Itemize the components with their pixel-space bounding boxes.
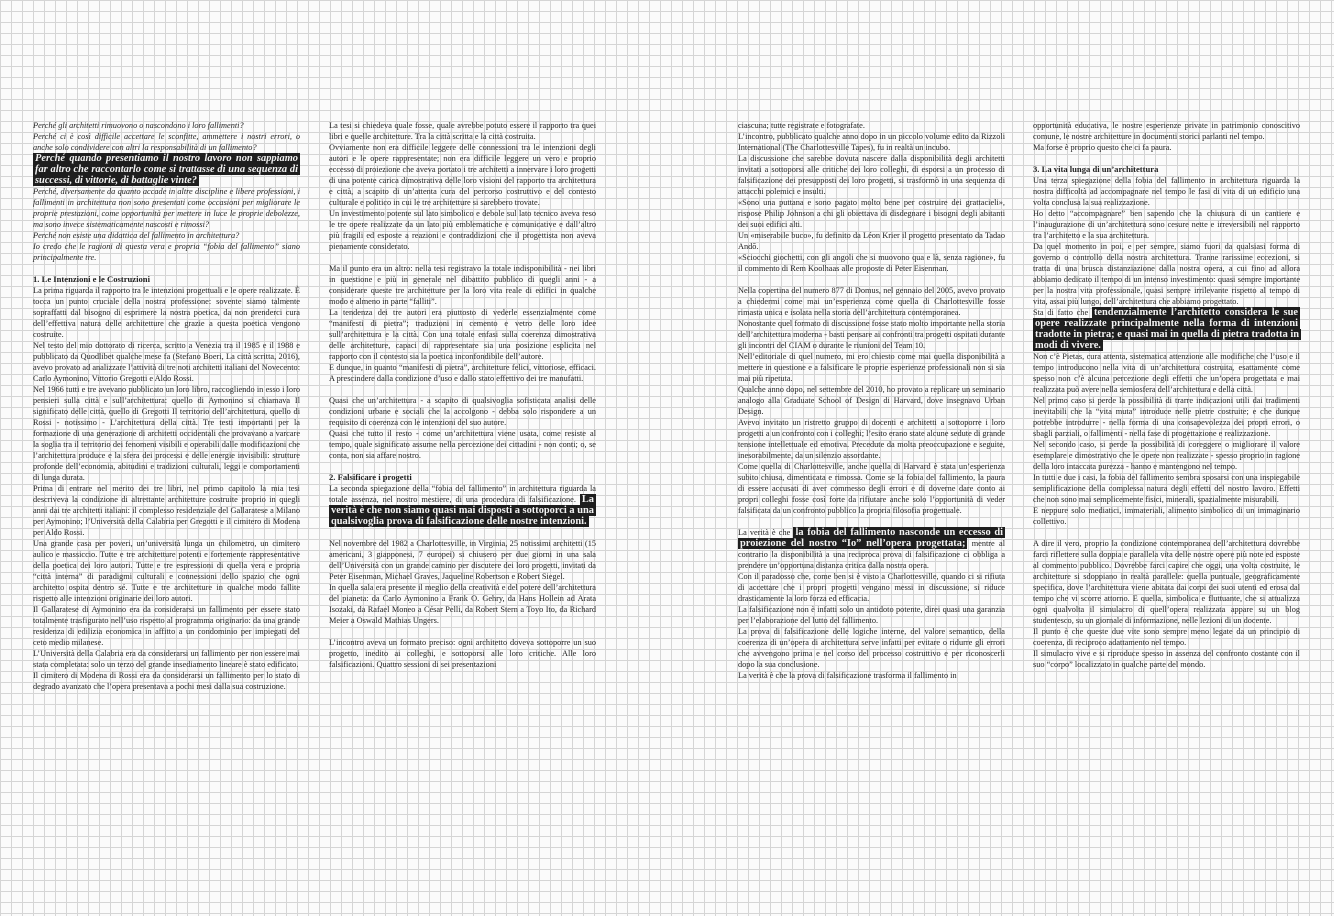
body-paragraph: Avevo invitato un ristretto gruppo di docenti e architetti a sottoporre i loro progetti a un confronto con i colleghi; l’esito erano state alcune sedute di grande tensione intellettuale ed emotiva. Precedute da molta preoccupazione e seguite, inesorabilmente, da un silenzio assordante. xyxy=(738,418,1005,460)
body-paragraph: La discussione che sarebbe dovuta nascere dalla disponibilità degli architetti invitati a sottoporsi alle critiche dei loro colleghi, di esporsi a un processo di falsificazione dei presupposti dei loro progetti, si trasformò in una sequenza di attacchi polemici e insulti. xyxy=(738,154,1005,196)
body-paragraph: E dunque, in quanto “manifesti di pietra”, architetture felici, vittoriose, efficaci. A prescindere dalla condizione d’uso e dallo stato effettivo dei tre manufatti. xyxy=(329,363,596,383)
intro-question: Perché ci è così difficile accettare le sconfitte, ammettere i nostri errori, o anche solo condividere con altri la responsabilità di un fallimento? xyxy=(33,132,300,152)
body-paragraph: Da quel momento in poi, e per sempre, siamo fuori da qualsiasi forma di governo o controllo della nostra architettura. Tranne rarissime eccezioni, si tratta di una brusca distanziazione dalla nostra opera, a cui fino ad allora abbiamo dedicato il tempo di un intenso investimento: quasi sempre importante per la nostra vita professionale, quasi sempre irrilevante rispetto al tempo di vita, assai più lungo, dell’architettura che abbiamo progettato. xyxy=(1033,242,1300,306)
body-paragraph: Il cimitero di Modena di Rossi era da considerarsi un fallimento per lo stato di degrado avanzato che l’opera presentava a pochi mesi dalla sua costruzione. xyxy=(33,671,300,691)
body-paragraph: Ma il punto era un altro: nella tesi registravo la totale indisponibilità - nei libri in questione e più in generale nel dibattito pubblico di quegli anni - a considerare queste tre architetture per la loro vita reale di edifici in qualche modo e almeno in parte “falliti”. xyxy=(329,264,596,306)
body-paragraph: Ma forse è proprio questo che ci fa paura. xyxy=(1033,143,1172,152)
body-paragraph: Ho detto “accompagnare” ben sapendo che la chiusura di un cantiere e l’inaugurazione di un’architettura sono cesure nette e irreversibili nel rapporto tra l’architetto e la sua architettura. xyxy=(1033,209,1300,240)
body-paragraph: In quella sala era presente il meglio della creatività e del potere dell’architettura del pianeta: da Carlo Aymonino a Frank O. Gehry, da Hans Hollein ad Arata Isozaki, da Rafael Moneo a César Pelli, da Robert Stern a Toyo Ito, da Richard Meier a Oswald Mathias Ungers. xyxy=(329,583,596,625)
body-paragraph: Nella copertina del numero 877 di Domus, nel gennaio del 2005, avevo provato a chiedermi come mai un’esperienza come quella di Charlottesville fosse rimasta unica e isolata nella storia dell’architettura contemporanea. xyxy=(738,286,1005,317)
body-paragraph: Come quella di Charlottesville, anche quella di Harvard è stata un’esperienza subito chiusa, dimenticata e rimossa. Come se la fobia del fallimento, la paura di essere accusati di aver commesso degli errori e di doverne dare conto ai propri colleghi fosse così forte da rifiutare anche solo l’opportunità di veder falsificata da un confronto pubblico la propria filosofia progettuale. xyxy=(738,462,1005,515)
body-paragraph: A dire il vero, proprio la condizione contemporanea dell’architettura dovrebbe farci riflettere sulla doppia e parallela vita delle nostre opere più note ed esposte al commento pubblico. Dovrebbe farci capire che oggi, una volta costruite, le architetture si sdoppiano in realtà parallele: quella puntuale, geograficamente specifica, dove l’architettura viene abitata dai corpi dei suoi utenti ed erosa dal tempo che vi scorre attorno. E quella, simbolica e fluttuante, che si attualizza ogni qualvolta il simulacro di quell’opera realizzata appare su un blog studentesco, su un giornale di informazione, nelle lezioni di un docente. xyxy=(1033,539,1300,625)
body-paragraph: Ovviamente non era difficile leggere delle connessioni tra le intenzioni degli autori e le opere rappresentate; non era difficile leggere un vero e proprio eccesso di proiezione che aveva portato i tre architetti a innervare i loro progetti di una potente carica dimostrativa delle loro visioni del rapporto tra architettura e città, a scapito di un’attenta cura del percorso costruttivo e del contesto culturale e politico in cui le tre architetture si sarebbero trovate. xyxy=(329,143,596,207)
body-paragraph: L’Università della Calabria era da considerarsi un fallimento per non essere mai stata completata: solo un terzo del grande insediamento lineare è stato edificato. xyxy=(33,649,300,669)
page-right-column-1 xyxy=(738,120,1005,681)
body-paragraph: Il simulacro vive e si riproduce spesso in assenza del confronto costante con il suo “corpo” localizzato in qualche parte del mondo. xyxy=(1033,649,1300,669)
paragraph-text: La verità è che xyxy=(738,528,791,537)
highlighted-quote: tendenzialmente l’architetto considera le sue opere realizzate principalmente nella forma di intenzioni tradotte in pietra; e quasi mai in quella di pietra tradotta in modi di vivere. xyxy=(1035,307,1300,351)
body-paragraph: La tesi si chiedeva quale fosse, quale avrebbe potuto essere il rapporto tra quei libri e quelle architetture. Tra la città scritta e la città costruita. xyxy=(329,121,596,141)
body-paragraph: opportunità educativa, le nostre esperienze private in patrimonio conoscitivo comune, le nostre architetture in documenti storici parlanti nel tempo. xyxy=(1033,121,1300,141)
body-paragraph: In tutti e due i casi, la fobia del fallimento sembra sposarsi con una inspiegabile semplificazione della complessa natura degli effetti del nostro lavoro. Effetti che non sono mai semplicemente fisici, minerali, spazialmente misurabili. xyxy=(1033,473,1300,504)
body-paragraph: Quasi che tutto il resto - come un’architettura viene usata, come resiste al tempo, quale significato assume nella percezione dei cittadini - non conti; o, se conta, non sia affare nostro. xyxy=(329,429,596,460)
body-paragraph: Nel secondo caso, si perde la possibilità di coreggere o migliorare il valore esemplare e dimostrativo che le opere non realizzate - spesso proprio in ragione della loro intaccata purezza - hanno e mantengono nel tempo. xyxy=(1033,440,1300,471)
section-heading: 2. Falsificare i progetti xyxy=(329,472,412,482)
body-paragraph: Nonostante quel formato di discussione fosse stato molto importante nella storia dell’architettura moderna - basti pensare ai confronti tra progetti ospitati durante gli incontri del CIAM o durante le riunioni del Team 10. xyxy=(738,319,1005,350)
body-paragraph: E neppure solo mediatici, immateriali, alimento simbolico di un immaginario collettivo. xyxy=(1033,506,1300,526)
body-paragraph: «Sciocchi giochetti, con gli angoli che si muovono qua e là, senza ragione», fu il commento di Rem Koolhaas alle proposte di Peter Eisenman. xyxy=(738,253,1005,273)
section-heading: 1. Le Intenzioni e le Costruzioni xyxy=(33,274,150,284)
body-paragraph: La tendenza dei tre autori era piuttosto di vederle essenzialmente come “manifesti di pietra”; traduzioni in cemento e vetro delle loro idee sull’architettura e la città. Con una totale enfasi sulla coerenza dimostrativa delle architetture, capaci di rappresentare sia una posizione esplicita nel rapporto con il contesto sia la poetica inconfondibile dell’autore. xyxy=(329,308,596,361)
body-paragraph: Non c’è Pietas, cura attenta, sistematica attenzione alle modifiche che l’uso e il tempo introducono nella vita di un’architettura costruita, esattamente come spesso non c’è alcuna percezione degli effetti che un’opera progettata e mai realizzata può avere nella semiosfera dell’architettura e della città. xyxy=(1033,352,1300,394)
section-heading: 3. La vita lunga di un’architettura xyxy=(1033,164,1159,174)
body-paragraph: Nel testo del mio dottorato di ricerca, scritto a Venezia tra il 1985 e il 1988 e pubblicato da Quodlibet qualche mese fa (Stefano Boeri, La città scritta, 2016), avevo provato ad analizzare l’attività di tre noti architetti italiani del Novecento: Carlo Aymonino, Vittorio Gregotti e Aldo Rossi. xyxy=(33,341,300,383)
body-paragraph: Quasi che un’architettura - a scapito di qualsivoglia sofisticata analisi delle condizioni urbane e sociali che la accolgono - debba solo rispondere a un requisito di coerenza con le intenzioni del suo autore. xyxy=(329,396,596,427)
body-paragraph: Nel primo caso si perde la possibilità di trarre indicazioni utili dai tradimenti inevitabili che la “vita muta” introduce nelle pietre costruite; e che dunque potrebbe introdurre - nella forma di una consapevolezza dei propri errori, o sbagli parziali, o fallimenti - nella fase di progettazione e realizzazione. xyxy=(1033,396,1300,438)
intro-question: Perché gli architetti rimuovono o nascondono i loro fallimenti? xyxy=(33,121,244,130)
body-paragraph: Una grande casa per poveri, un’università lunga un chilometro, un cimitero aulico e massiccio. Tutte e tre architetture potenti e fortemente rappresentative della poetica dei loro autori. Tutte e tre espressioni di quella vera e propria “città interna” di paradigmi culturali e connessioni dello spazio che ogni architetto ospita dentro sé. Tutte e tre architetture in qualche modo fallite rispetto alle intenzioni originarie dei loro autori. xyxy=(33,539,300,603)
body-paragraph: Un investimento potente sul lato simbolico e debole sul lato tecnico aveva reso le tre opere realizzate da un lato più emblematiche e comunicative e dall’altro più fragili ed esposte a reazioni e contraddizioni che il progettista non aveva pienamente considerato. xyxy=(329,209,596,251)
body-paragraph: La falsificazione non è infatti solo un antidoto potente, direi quasi una garanzia per l’elaborazione del lutto del fallimento. xyxy=(738,605,1005,625)
highlighted-quote: La verità è che non siamo quasi mai disposti a sottoporci a una qualsivoglia prova di falsificazione delle nostre intenzioni. xyxy=(331,494,594,527)
intro-question: Io credo che le ragioni di questa vera e propria “fobia del fallimento” siano principalmente tre. xyxy=(33,242,300,262)
body-paragraph: Con il paradosso che, come ben si è visto a Charlottesville, quando ci si rifiuta di accettare che i propri progetti vengano messi in discussione, si riduce drasticamente la loro forza ed efficacia. xyxy=(738,572,1005,603)
body-paragraph: «Sono una puttana e sono pagato molto bene per costruire dei grattacieli», rispose Philip Johnson a chi gli obiettava di disdegnare i bisogni degli abitanti dei suoi edifici alti. xyxy=(738,198,1005,229)
intro-question: Perché non esiste una didattica del fallimento in architettura? xyxy=(33,231,240,240)
body-paragraph: Nel 1966 tutti e tre avevano pubblicato un loro libro, raccogliendo in esso i loro pensieri sulla città e sull’architettura: quello di Aymonino si chiamava Il significato delle città, quello di Gregotti Il territorio dell’architettura, quello di Rossi - notissimo - L’architettura della città. Tre testi importanti per la formazione di una generazione di architetti occidentali che provavano a varcare la soglia tra il territorio dei fenomeni visibili e operabili dalle modificazioni che l’architettura produce e la sfera dei processi e delle energie invisibili: strutture profonde dell’economia, abitudini e tradizioni culturali, leggi e comportamenti di lunga durata. xyxy=(33,385,300,482)
intro-question: Perché, diversamente da quanto accade in altre discipline e libere professioni, i fallimenti in architettura non sono presentati come occasioni per migliorare le proprie prestazioni, come opportunità per mettere in luce le proprie debolezze, ma sono invece sistematicamente nascosti e rimossi? xyxy=(33,187,300,229)
body-paragraph: Il punto è che queste due vite sono sempre meno legate da un principio di coerenza, di reciproco adattamento nel tempo. xyxy=(1033,627,1300,647)
body-paragraph: ciascuna; tutte registrate e fotografate. xyxy=(738,121,865,130)
paragraph-text: mentre al contrario la disponibilità a una reciproca prova di falsificazione ci obbliga a prendere un’opportuna distanza critica dalla nostra opera. xyxy=(738,539,1005,570)
body-paragraph: La prima riguarda il rapporto tra le intenzioni progettuali e le opere realizzate. È tocca un punto cruciale della nostra professione: sovente siamo talmente sopraffatti dal bisogno di esprimere la nostra poetica, da non prenderci cura dell’effettiva natura delle architetture che grazie a questa poetica vengono costruite. xyxy=(33,286,300,339)
body-paragraph-with-highlight xyxy=(1033,307,1300,351)
body-paragraph: Un «miserabile buco», fu definito da Léon Krier il progetto presentato da Tadao Andō. xyxy=(738,231,1005,251)
body-paragraph-with-highlight xyxy=(329,483,596,527)
body-paragraph: Nel novembre del 1982 a Charlottesville, in Virginia, 25 notissimi architetti (15 americani, 3 giapponesi, 7 europei) si chiusero per due giorni in una sala dell’Università con un grande camino per discutere dei loro progetti, invitati da Peter Eisenman, Michael Graves, Jaqueline Robertson e Robert Siegel. xyxy=(329,539,596,581)
paragraph-text: Sta di fatto che xyxy=(1033,308,1089,317)
paragraph-text: La seconda spiegazione della “fobia del fallimento” in architettura riguarda la totale assenza, nel nostro mestiere, di una procedura di falsificazione. xyxy=(329,484,596,504)
body-paragraph: Una terza spiegazione della fobia del fallimento in architettura riguarda la nostra difficoltà ad accompagnare nel tempo le fasi di vita di un edificio una volta conclusa la sua realizzazione. xyxy=(1033,176,1300,207)
body-paragraph: La prova di falsificazione delle logiche interne, del valore semantico, della coerenza di un’opera di architettura serve infatti per evitare o ridurre gli errori che avvengono prima e nel corso del processo costruttivo e per riconoscerli dopo la sua conclusione. xyxy=(738,627,1005,669)
body-paragraph: La verità è che la prova di falsificazione trasforma il fallimento in xyxy=(738,671,957,680)
page-right-column-2 xyxy=(1033,120,1300,670)
body-paragraph: Prima di entrare nel merito dei tre libri, nel primo capitolo la mia tesi descriveva la condizione di altrettante architetture costruite proprio in quegli anni dai tre architetti italiani: il complesso residenziale del Gallaratese a Milano per Aymonino; l’Università della Calabria per Gregotti e il cimitero di Modena per Aldo Rossi. xyxy=(33,484,300,537)
body-paragraph: Nell’editoriale di quel numero, mi ero chiesto come mai quella disponibilità a mettere in questione e a falsificare le proprie esperienze professionali non si sia mai più ripetuta. xyxy=(738,352,1005,383)
body-paragraph-with-highlight xyxy=(738,527,1005,571)
page-left-column-2 xyxy=(329,120,596,670)
highlighted-quote: la fobia del fallimento nasconde un eccesso di proiezione del nostro “Io” nell’opera progettata; xyxy=(740,527,1004,549)
page-left-column-1 xyxy=(33,120,300,692)
highlight-paragraph xyxy=(33,153,300,186)
body-paragraph: Il Gallaratese di Aymonino era da considerarsi un fallimento per essere stato totalmente trasfigurato nell’uso rispetto al programma originario: da una grande residenza di edilizia economica in affitto a un condominio per impiegati del ceto medio milanese. xyxy=(33,605,300,647)
highlighted-quote: Perché quando presentiamo il nostro lavoro non sappiamo far altro che raccontarlo come si trattasse di una sequenza di successi, di vittorie, di battaglie vinte? xyxy=(35,153,298,186)
body-paragraph: Qualche anno dopo, nel settembre del 2010, ho provato a replicare un seminario analogo alla Graduate School of Design di Harvard, dove insegnavo Urban Design. xyxy=(738,385,1005,416)
body-paragraph: L’incontro aveva un formato preciso: ogni architetto doveva sottoporre un suo progetto, inedito ai colleghi, e sottoporsi alle loro critiche. Alle loro falsificazioni. Quattro sessioni di sei presentazioni xyxy=(329,638,596,669)
body-paragraph: L’incontro, pubblicato qualche anno dopo in un piccolo volume edito da Rizzoli International (The Charlottesville Tapes), fu in realtà un incubo. xyxy=(738,132,1005,152)
